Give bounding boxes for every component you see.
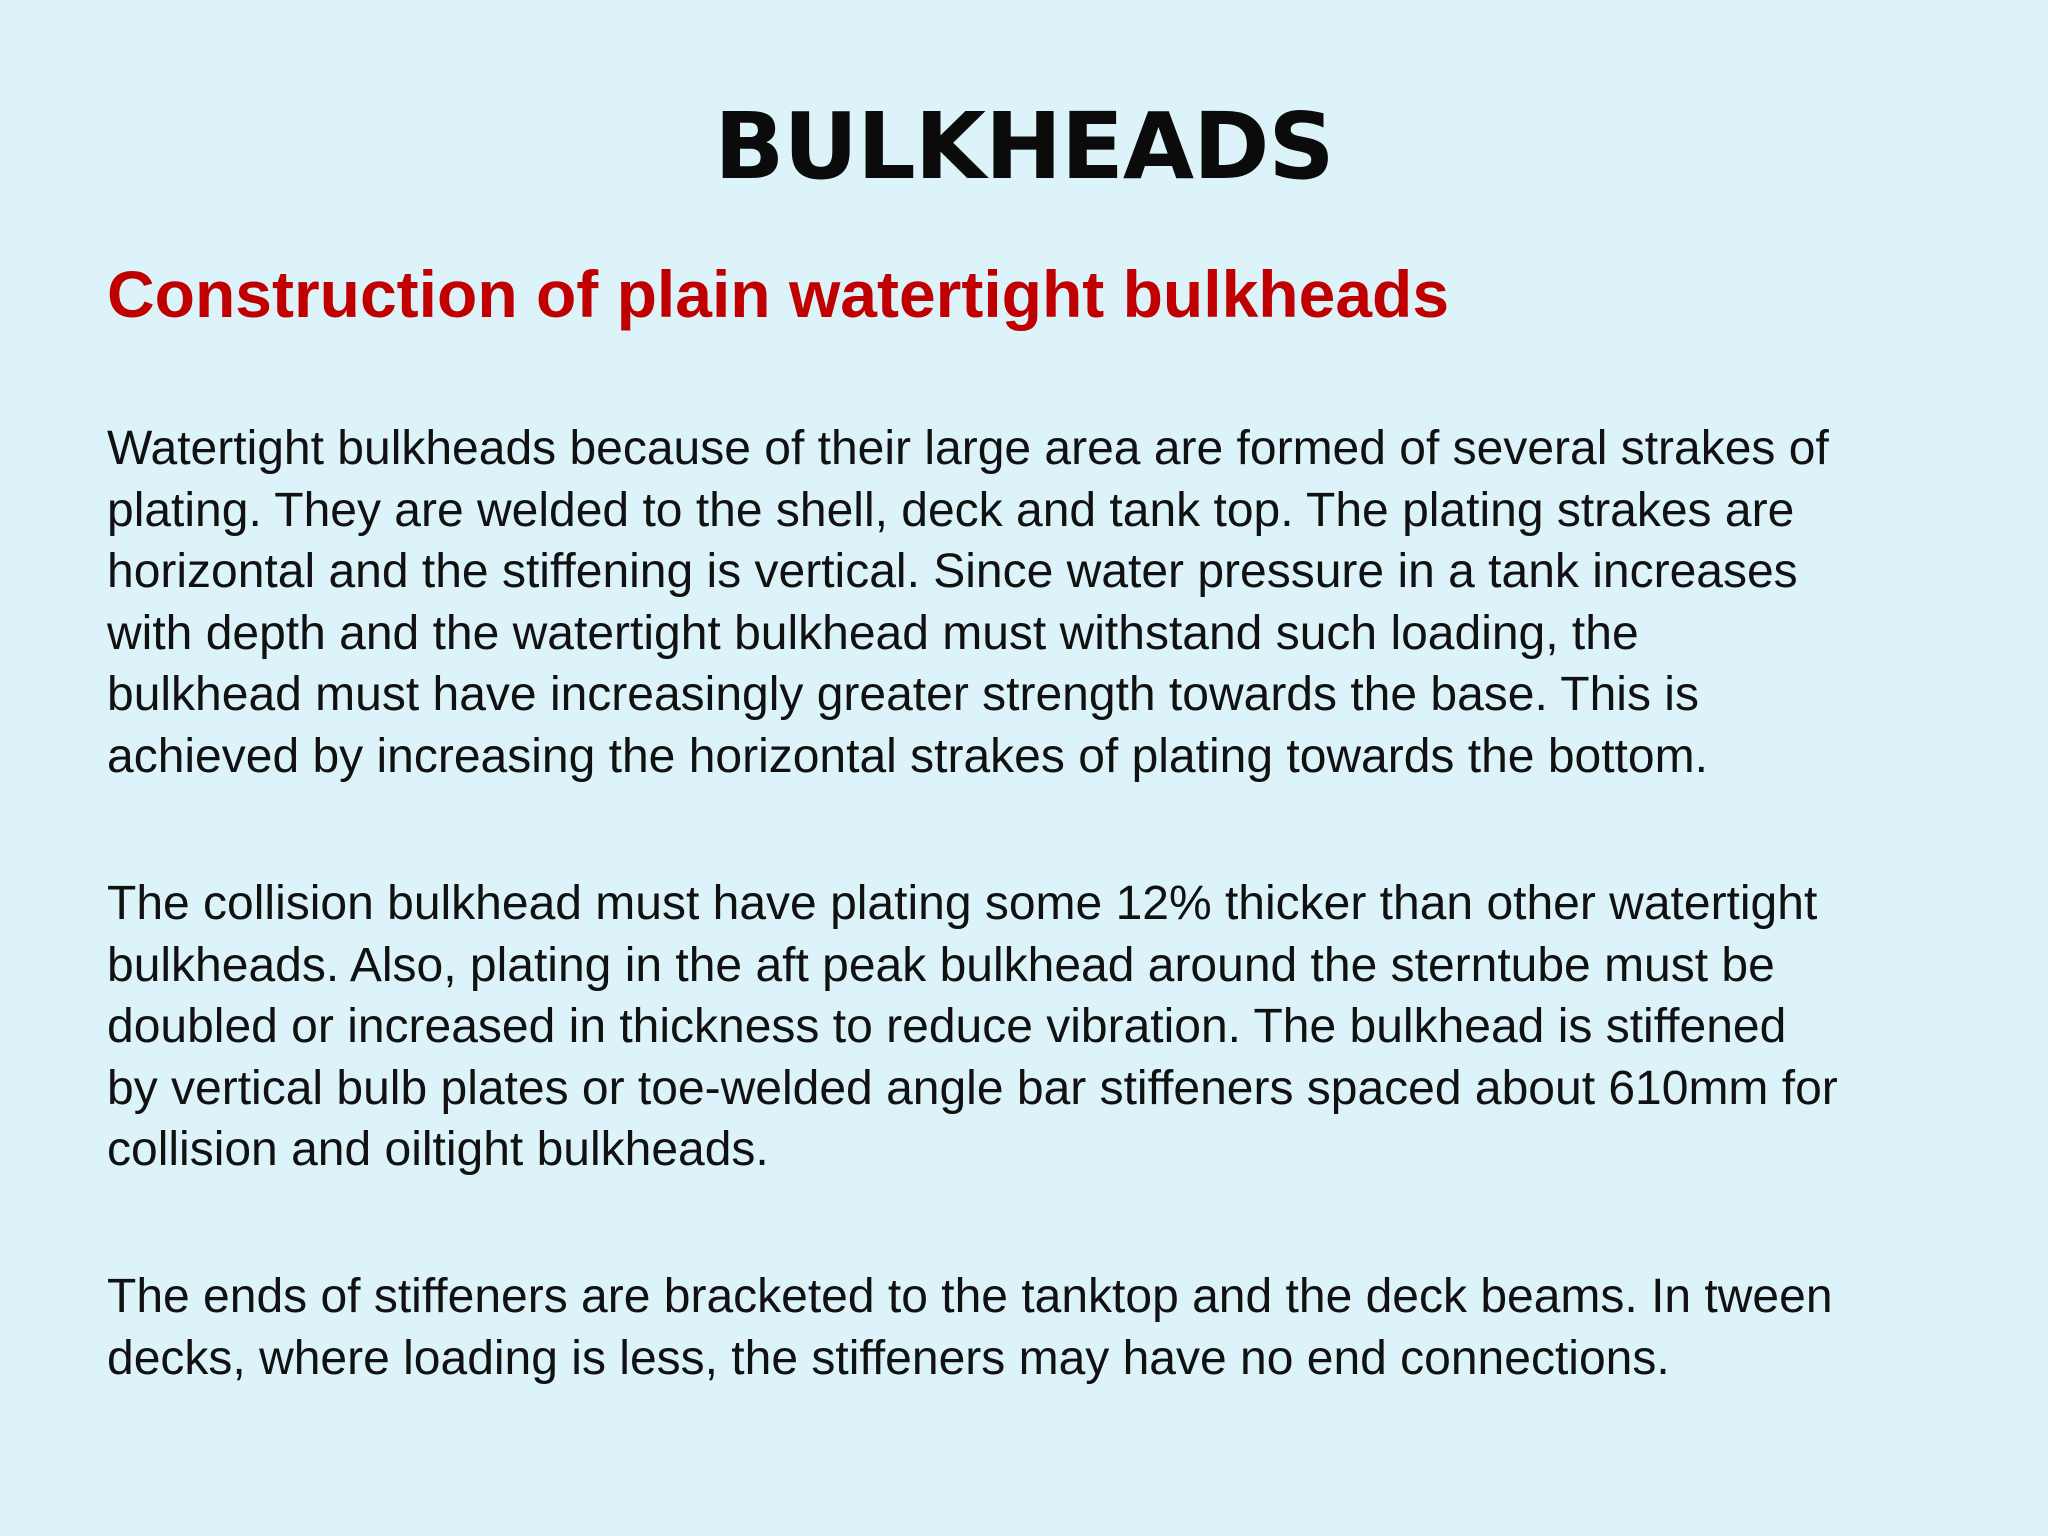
paragraph-stiffener-ends [107,1266,2007,1389]
paragraph-line: decks, where loading is less, the stiffeners may have no end connections. [107,1331,1670,1385]
paragraph-line: doubled or increased in thickness to reduce vibration. The bulkhead is stiffened [107,1000,1787,1053]
paragraph-line: with depth and the watertight bulkhead must withstand such loading, the [107,606,1639,660]
paragraph-line: by vertical bulb plates or toe-welded angle bar stiffeners spaced about 610mm for [107,1061,1838,1115]
paragraph-line: collision and oiltight bulkheads. [107,1123,769,1176]
paragraph-line: bulkhead must have increasingly greater strength towards the base. This is [107,668,1699,721]
slide-title: BULKHEADS [714,93,1334,200]
paragraph-collision-bulkhead [107,873,2007,1181]
paragraph-line: plating. They are welded to the shell, deck and tank top. The plating strakes are [107,483,1795,537]
paragraph-line: The ends of stiffeners are bracketed to the tanktop and the deck beams. In tween [107,1270,1833,1323]
paragraph-line: bulkheads. Also, plating in the aft peak bulkhead around the sterntube must be [107,938,1775,992]
paragraph-line: The collision bulkhead must have plating some 12% thicker than other watertight [107,877,1818,930]
paragraph-line: achieved by increasing the horizontal strakes of plating towards the bottom. [107,729,1708,783]
slide-subtitle: Construction of plain watertight bulkheads [107,257,1450,331]
paragraph-line: Watertight bulkheads because of their large area are formed of several strakes of [107,422,1829,475]
paragraph-line: horizontal and the stiffening is vertical. Since water pressure in a tank increases [107,545,1798,598]
paragraph-watertight-bulkheads [107,418,2007,787]
